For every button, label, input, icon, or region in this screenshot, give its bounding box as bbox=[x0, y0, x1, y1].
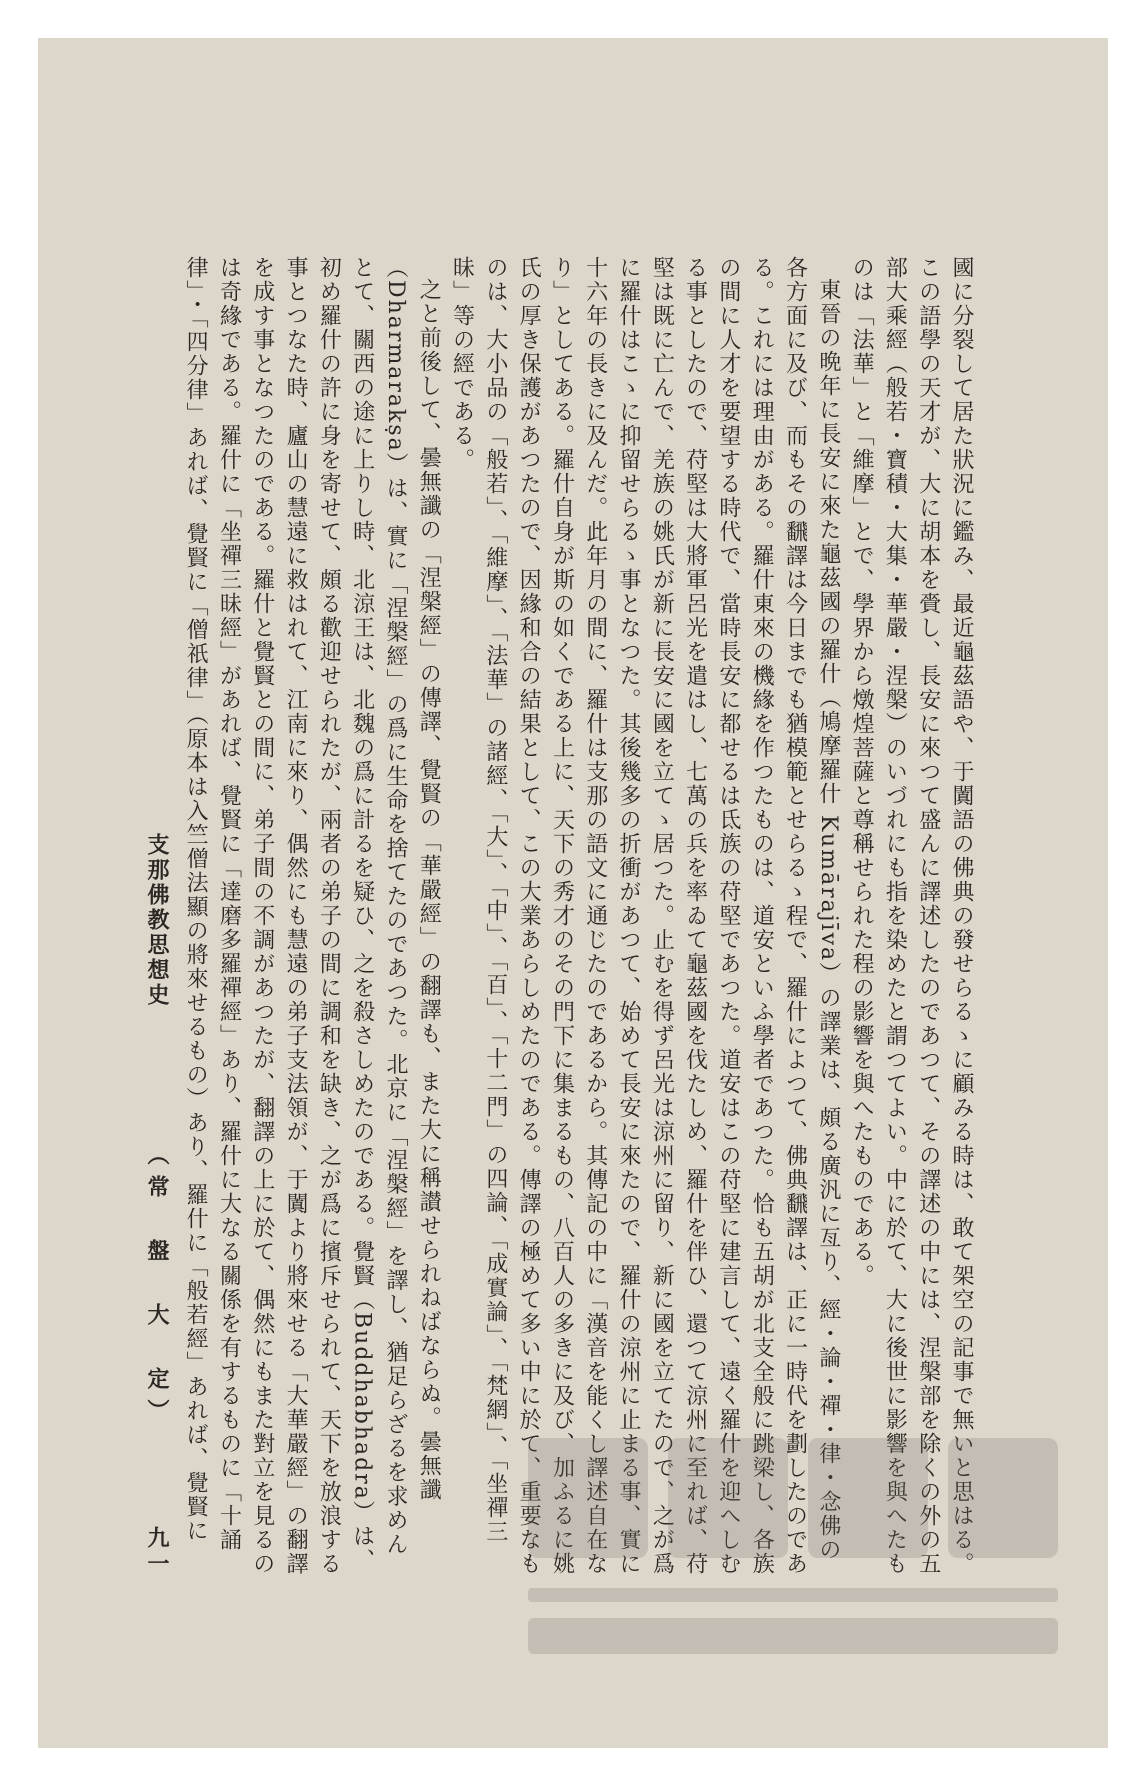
page-number: 九一 bbox=[144, 1526, 170, 1578]
archive-watermark-logo bbox=[508, 1418, 1078, 1668]
watermark-glyph-1 bbox=[528, 1438, 648, 1558]
watermark-glyph-4 bbox=[948, 1438, 1058, 1558]
paragraph-2: 東晉の晩年に長安に來た龜茲國の羅什（鳩摩羅什 Kumārajīva）の譯業は、頗る廣汎に亙り、經・論・禪・律・念佛の各方面に及び、而もその飜譯は今日までも猶模範とせらるゝ程で、羅什によつて、佛典飜譯は、正に一時代を劃したのである。これには理由がある。羅什東來の機緣を作つたものは、道安といふ學者であつた。恰も五胡が北支全般に跳梁し、各族の間に人才を要望する時代で、當時長安に都せるは氐族の苻堅であつた。道安はこの苻堅に建言して、遠く羅什を迎へしむる事としたので、苻堅は大將軍呂光を遣はし、七萬の兵を率ゐて龜茲國を伐たしめ、羅什を伴ひ、還つて涼州に至れば、苻堅は既に亡んで、羌族の姚氏が新に長安に國を立てゝ居つた。止むを得ず呂光は涼州に留り、新に國を立てたので、之が爲に羅什はこゝに抑留せらるゝ事となつた。其後幾多の折衝があつて、始めて長安に來たので、羅什の涼州に止まる事、實に十六年の長きに及んだ。此年月の間に、羅什は支那の語文に通じたのであるから。其傳記の中に「漢音を能くし譯述自在なり」としてある。羅什自身が斯の如くである上に、天下の秀才のその門下に集まるもの、八百人の多きに及び、加ふるに姚氏の厚き保護があつたので、因緣和合の結果として、この大業あらしめたのである。傳譯の極めて多い中に於て、重要なものは、大小品の「般若」、「維摩」、「法華」の諸經、「大」、「中」、「百」、「十二門」の四論、「成實論」、「梵網」、「坐禪三昧」等の經である。 bbox=[449, 256, 841, 1576]
body-text bbox=[178, 256, 978, 1576]
paragraph-3: 之と前後して、曇無讖の「涅槃經」の傳譯、覺賢の「華嚴經」の翻譯も、また大に稱讃せられねばならぬ。曇無讖（Dharmarakṣa）は、實に「涅槃經」の爲に生命を捨てたのであつた。北京に「涅槃經」を譯し、猶足らざるを求めんとて、關西の途に上りし時、北涼王は、北魏の爲に計るを疑ひ、之を殺さしめたのである。覺賢（Buddhabhadra）は、初め羅什の許に身を寄せて、頗る歡迎せられたが、兩者の弟子の間に調和を缺き、之が爲に擯斥せられて、天下を放浪する事とつなた時、廬山の慧遠に救はれて、江南に來り、偶然にも慧遠の弟子支法領が、于闐より將來せる「大華嚴經」の翻譯を成す事となつたのである。羅什と覺賢との間に、弟子間の不調があつたが、翻譯の上に於て、偶然にもまた對立を見るのは奇緣である。羅什に「坐禪三昧經」があれば、覺賢に「達磨多羅禪經」あり、羅什に大なる關係を有するものに「十誦律」・「四分律」あれば、覺賢に「僧祇律」（原本は入竺僧法顯の將來せるもの）あり、羅什に「般若經」あれば、覺賢に bbox=[183, 256, 442, 1576]
scanned-page bbox=[38, 38, 1108, 1748]
watermark-glyph-2 bbox=[668, 1438, 788, 1558]
author-name: （常 盤 大 定） bbox=[144, 1143, 170, 1431]
watermark-stripe-2 bbox=[528, 1618, 1058, 1654]
running-title: 支那佛教思想史 bbox=[144, 833, 170, 1008]
watermark-stripe-1 bbox=[528, 1588, 1058, 1602]
watermark-glyph-3 bbox=[808, 1438, 928, 1558]
paragraph-1: 國に分裂して居た狀況に鑑み、最近龜茲語や、于闐語の佛典の發せらるゝに顧みる時は、敢て架空の記事で無いと思はる。この語學の天才が、大に胡本を賫し、長安に來つて盛んに譯述したのであつて、その譯述の中には、涅槃部を除くの外の五部大乘經（般若・寶積・大集・華嚴・涅槃）のいづれにも指を染めたと謂つてよい。中に於て、大に後世に影響を與へたものは「法華」と「維摩」とで、學界から燉煌菩薩と尊稱せられた程の影響を與へたものである。 bbox=[849, 256, 974, 1576]
